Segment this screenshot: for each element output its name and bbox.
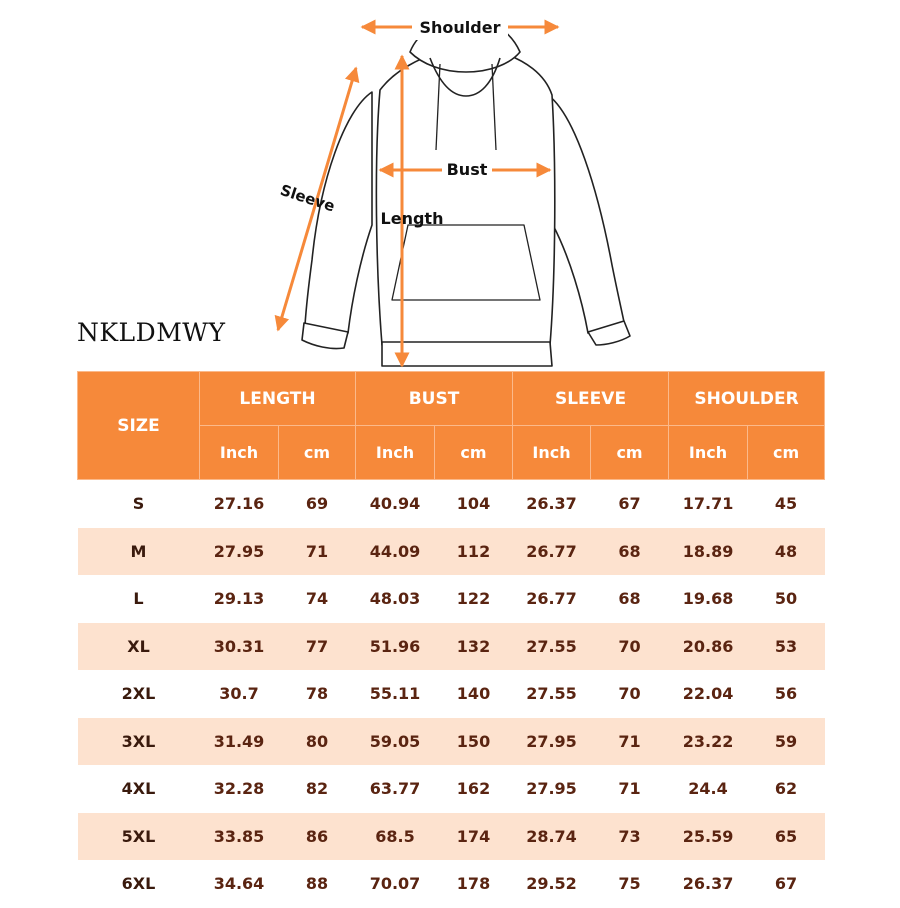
measurement-cell: 51.96 bbox=[356, 623, 435, 671]
length-header: LENGTH bbox=[200, 372, 356, 426]
measurement-cell: 22.04 bbox=[682, 684, 734, 704]
measurement-cell: 40.94 bbox=[369, 494, 421, 514]
table-row bbox=[78, 765, 825, 813]
measurement-cell: 48 bbox=[748, 528, 825, 576]
measurement-cell: 53 bbox=[748, 623, 825, 671]
measurement-cell: 24.4 bbox=[688, 779, 728, 799]
measurement-cell: 71 bbox=[618, 779, 641, 799]
measurement-cell: 67 bbox=[774, 874, 798, 894]
size-chart-table bbox=[77, 371, 825, 908]
table-row bbox=[78, 718, 825, 766]
measurement-cell: 27.55 bbox=[513, 623, 591, 671]
unit-cm-header: cm bbox=[435, 426, 513, 480]
unit-inch-header: Inch bbox=[669, 426, 748, 480]
measurement-cell: 65 bbox=[748, 813, 825, 861]
measurement-cell: 71 bbox=[279, 528, 356, 576]
unit-cm-header: cm bbox=[591, 426, 669, 480]
measurement-cell: 162 bbox=[456, 779, 491, 799]
measurement-cell: 34.64 bbox=[213, 874, 265, 894]
measurement-cell: 140 bbox=[456, 684, 491, 704]
measurement-cell: 32.28 bbox=[213, 779, 265, 799]
unit-inch-header: Inch bbox=[200, 426, 279, 480]
table-row bbox=[78, 623, 825, 671]
measurement-cell: 27.95 bbox=[526, 779, 577, 799]
measurement-cell: 55.11 bbox=[369, 684, 421, 704]
unit-cm-header: cm bbox=[748, 426, 825, 480]
bust-label: Bust bbox=[446, 160, 488, 179]
table-row bbox=[78, 860, 825, 908]
measurement-cell: 19.68 bbox=[682, 589, 734, 609]
measurement-cell: 50 bbox=[774, 589, 798, 609]
measurement-cell: 63.77 bbox=[369, 779, 421, 799]
shoulder-label: Shoulder bbox=[419, 18, 501, 37]
hoodie-diagram bbox=[0, 0, 900, 370]
measurement-cell: 68.5 bbox=[356, 813, 435, 861]
measurement-cell: 112 bbox=[435, 528, 513, 576]
size-cell: 5XL bbox=[78, 813, 200, 861]
measurement-cell: 29.13 bbox=[213, 589, 265, 609]
size-cell: 3XL bbox=[78, 718, 200, 766]
measurement-cell: 86 bbox=[279, 813, 356, 861]
measurement-cell: 59 bbox=[748, 718, 825, 766]
measurement-cell: 26.37 bbox=[526, 494, 577, 514]
measurement-cell: 26.77 bbox=[526, 589, 577, 609]
measurement-cell: 150 bbox=[435, 718, 513, 766]
size-column-header: SIZE bbox=[78, 372, 200, 480]
measurement-cell: 28.74 bbox=[513, 813, 591, 861]
measurement-cell: 68 bbox=[618, 589, 641, 609]
measurement-cell: 27.95 bbox=[513, 718, 591, 766]
measurement-cell: 30.7 bbox=[219, 684, 259, 704]
size-cell: 6XL bbox=[121, 874, 156, 894]
size-cell: M bbox=[78, 528, 200, 576]
measurement-cell: 30.31 bbox=[200, 623, 279, 671]
table-row bbox=[78, 480, 825, 528]
unit-cm-header: cm bbox=[279, 426, 356, 480]
measurement-cell: 56 bbox=[774, 684, 798, 704]
measurement-cell: 44.09 bbox=[356, 528, 435, 576]
measurement-cell: 74 bbox=[305, 589, 329, 609]
size-cell: 4XL bbox=[121, 779, 156, 799]
measurement-cell: 33.85 bbox=[200, 813, 279, 861]
measurement-cell: 68 bbox=[591, 528, 669, 576]
measurement-cell: 70.07 bbox=[369, 874, 421, 894]
measurement-cell: 67 bbox=[618, 494, 641, 514]
measurement-cell: 77 bbox=[279, 623, 356, 671]
measurement-cell: 59.05 bbox=[356, 718, 435, 766]
length-label: Length bbox=[380, 209, 444, 228]
measurement-cell: 122 bbox=[456, 589, 491, 609]
measurement-cell: 26.37 bbox=[682, 874, 734, 894]
measurement-cell: 73 bbox=[591, 813, 669, 861]
bust-header: BUST bbox=[356, 372, 513, 426]
measurement-cell: 48.03 bbox=[369, 589, 421, 609]
shoulder-header: SHOULDER bbox=[669, 372, 825, 426]
measurement-cell: 27.16 bbox=[213, 494, 265, 514]
hoodie-outline bbox=[302, 18, 630, 366]
table-row bbox=[78, 670, 825, 718]
measurement-cell: 80 bbox=[279, 718, 356, 766]
measurement-cell: 18.89 bbox=[669, 528, 748, 576]
measurement-cell: 26.77 bbox=[513, 528, 591, 576]
measurement-cell: 17.71 bbox=[682, 494, 734, 514]
measurement-cell: 70 bbox=[591, 623, 669, 671]
measurement-cell: 45 bbox=[774, 494, 798, 514]
measurement-cell: 27.55 bbox=[526, 684, 577, 704]
measurement-cell: 62 bbox=[774, 779, 798, 799]
size-cell: L bbox=[133, 589, 144, 609]
measurement-cell: 82 bbox=[305, 779, 329, 799]
table-row bbox=[78, 528, 825, 576]
measurement-cell: 88 bbox=[305, 874, 329, 894]
measurement-cell: 178 bbox=[456, 874, 491, 894]
measurement-cell: 71 bbox=[591, 718, 669, 766]
measurement-cell: 29.52 bbox=[526, 874, 577, 894]
measurement-cell: 70 bbox=[618, 684, 641, 704]
unit-inch-header: Inch bbox=[356, 426, 435, 480]
measurement-cell: 104 bbox=[456, 494, 491, 514]
sleeve-header: SLEEVE bbox=[513, 372, 669, 426]
brand-name: NKLDMWY bbox=[77, 318, 226, 347]
measurement-cell: 25.59 bbox=[669, 813, 748, 861]
measurement-cell: 75 bbox=[618, 874, 641, 894]
measurement-cell: 69 bbox=[305, 494, 329, 514]
measurement-cell: 27.95 bbox=[200, 528, 279, 576]
size-rows bbox=[78, 480, 825, 908]
measurement-cell: 78 bbox=[305, 684, 329, 704]
table-row bbox=[78, 575, 825, 623]
measurement-cell: 174 bbox=[435, 813, 513, 861]
measurement-cell: 31.49 bbox=[200, 718, 279, 766]
sleeve-label: Sleeve bbox=[278, 180, 338, 216]
table-row bbox=[78, 813, 825, 861]
size-cell: S bbox=[132, 494, 145, 514]
measurement-cell: 132 bbox=[435, 623, 513, 671]
size-cell: 2XL bbox=[121, 684, 156, 704]
size-cell: XL bbox=[78, 623, 200, 671]
unit-inch-header: Inch bbox=[513, 426, 591, 480]
measurement-cell: 23.22 bbox=[669, 718, 748, 766]
header-group-row bbox=[78, 372, 825, 426]
measurement-cell: 20.86 bbox=[669, 623, 748, 671]
